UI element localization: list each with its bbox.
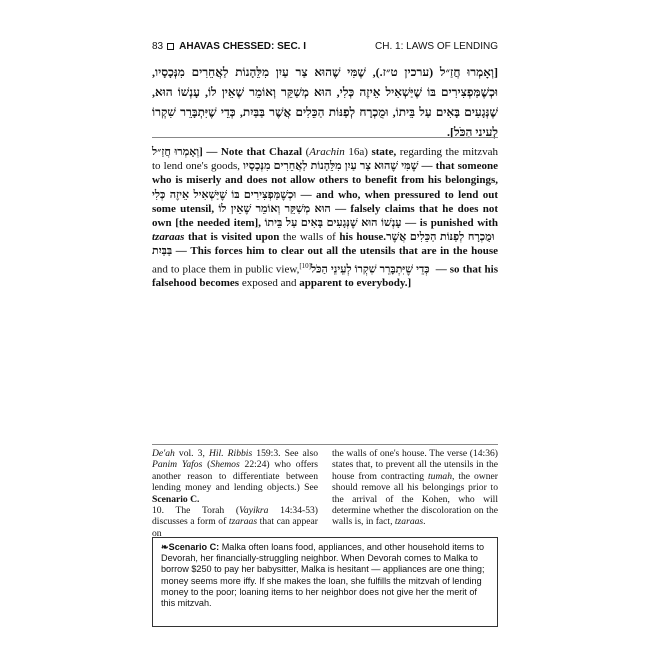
chapter-title: CH. 1: LAWS OF LENDING — [375, 40, 498, 52]
commentary-heb-phrase: וּמֻכְרָח לְפַנּוֹת הַכֵּלִים אֲשֶׁר בַּבַּיִת — [152, 231, 498, 258]
footnote-reference: [10] — [299, 261, 311, 270]
scenario-reference: Scenario C. — [152, 493, 200, 505]
hebrew-source-text: [וְאָמְרוּ חֲזַ״ל (ערכין ט״ז.), שֶׁמִּי שֶׁהוּא צַר עַיִן מִלֵּהָנוֹת לַאֲחֵרִים מִנְּכָסָיו, וּכְשֶׁמַּפְצִירִים בּוֹ שֶׁיַּשְׁאִיל אֵיזֶה כְּלִי, הוּא מְשַׁקֵּר וְאוֹמֵר שֶׁאֵין לוֹ, עָנְשׁוֹ הוּא, שֶׁנְּגָעִים בָּאִים עַל בֵּיתוֹ, וּמֻכְרָח לְפַנּוֹת הַכֵּלִים אֲשֶׁר בַּבַּיִת, כְּדֵי שֶׁיִּתְבָּרֵר שִׁקְרוֹ לְעֵינֵי הַכֹּל]. — [152, 65, 498, 139]
commentary-heb-phrase: וּכְשֶׁמַּפְצִירִים בּוֹ שֶׁיַּשְׁאִיל אֵיזֶה כְּלִי — [152, 188, 297, 201]
footnote-text-seg: tzaraas — [394, 516, 424, 528]
footnote-text-seg: 10. The Torah ( — [152, 505, 240, 517]
scenario-title: Scenario C: — [168, 542, 220, 552]
commentary-heb-phrase: [וְאָמְרוּ חֲזַ״ל — [152, 146, 203, 158]
commentary-text-seg: regarding the mitzvah to lend one's goods, — [152, 146, 498, 173]
book-title: AHAVAS CHESSED: SEC. I — [179, 40, 306, 52]
footnote-text-seg: , the owner should remove all his belongings prior to the arrival of the Kohen, who will determine whether the discoloration on the walls is, in fact, — [332, 470, 498, 528]
running-header — [152, 38, 498, 54]
fleuron-icon: ❧ — [161, 542, 169, 552]
footnote-10 — [152, 505, 318, 539]
commentary-heb-phrase: הוּא מְשַׁקֵּר וְאוֹמֵר שֶׁאֵין לוֹ — [218, 202, 331, 215]
footnote-text-seg: Vayikra — [239, 505, 269, 517]
section-divider — [152, 137, 498, 138]
footnote-divider — [152, 444, 498, 445]
header-left — [152, 41, 306, 52]
footnote-text-seg: that can appear on — [152, 516, 318, 539]
commentary-text-seg: that is visited upon — [184, 231, 283, 244]
footnotes — [152, 448, 498, 539]
footnote-text-seg: ( — [202, 459, 211, 471]
footnote-continuation — [152, 448, 318, 505]
commentary-text-seg: and to place them in public view, — [152, 263, 300, 276]
commentary-text-seg: Chazal — [269, 146, 303, 158]
footnote-text-seg: De'ah — [152, 448, 175, 459]
footnote-text-seg: 22:24) who offers another reason to differentiate between lending money and lending objects.) See — [152, 459, 318, 494]
footnote-text-seg: vol. 3, — [174, 448, 209, 459]
footnote-column-left — [152, 448, 318, 539]
commentary-text-seg: his house. — [339, 231, 387, 244]
commentary-text-seg: — and who, when pressured to lend out some utensil, — [152, 188, 499, 215]
commentary-text-seg: ( — [302, 146, 310, 158]
commentary-text-seg: — This forces him to clear out all the utensils that are in the house — [172, 245, 498, 258]
commentary-text-seg: tzaraas — [152, 231, 185, 244]
footnote-text-seg: Panim Yafos — [152, 459, 203, 471]
commentary-text-seg: — that someone who is miserly and does not allow others to benefit from his belongings, — [152, 160, 498, 187]
commentary-text-seg: exposed and — [239, 277, 300, 290]
commentary-heb-phrase: שֶׁמִּי שֶׁהוּא צַר עַיִן מִלֵּהָנוֹת לַאֲחֵרִים מִנְּכָסָיו — [243, 160, 419, 173]
footnote-text-seg: 159:3. See also — [252, 448, 318, 459]
footnote-text-seg: . — [423, 516, 426, 528]
commentary-text-seg: — is punished with — [401, 217, 498, 230]
footnote-column-right — [332, 448, 498, 539]
commentary-heb-phrase: כְּדֵי שֶׁיִּתְבָּרֵר שִׁקְרוֹ לְעֵינֵי הַכֹּל — [311, 263, 433, 276]
commentary-text-seg: Arachin — [309, 146, 345, 158]
scenario-box — [152, 537, 498, 627]
commentary-text-seg: state, — [371, 146, 397, 158]
commentary-text-seg: 16a) — [344, 146, 372, 158]
commentary-heb-phrase: עָנְשׁוֹ הוּא שֶׁנְּגָעִים בָּאִים עַל בֵּיתוֹ — [264, 217, 402, 230]
footnote-text-seg: Hil. Ribbis — [208, 448, 253, 459]
commentary-text-seg: — falsely claims that he does not own [the needed item], — [152, 202, 499, 230]
commentary-text-seg: apparent to everybody.] — [299, 277, 412, 290]
commentary-text — [152, 145, 498, 291]
footnote-text-seg: Shemos — [210, 459, 240, 471]
commentary-text-seg: the walls of — [282, 231, 340, 244]
commentary-text-seg: — Note that — [202, 146, 270, 158]
footnote-text-seg: 14:34-53) discusses a form of — [152, 505, 318, 528]
footnote-text-seg: tumah — [428, 470, 452, 482]
footnote-text-seg: the walls of one's house. The verse (14:36) states that, to prevent all the utensils in the house from contracting — [332, 448, 498, 482]
commentary-text-seg: — so that his falsehood becomes — [152, 263, 499, 290]
section-box-icon — [167, 43, 174, 50]
page-number: 83 — [152, 40, 164, 52]
scenario-text: Malka often loans food, appliances, and other household items to Devorah, her financially-struggling neighbor. When Devorah comes to Malka to borrow $250 to pay her babysitter, Malka is hesitant — appliances are one thing; money seems more iffy. If she makes the loan, she fulfills the mitzvah of lending money to the poor; loaning items to her neighbor does not give her the merit of this mitzvah. — [161, 542, 485, 609]
footnote-text-seg: tzaraas — [228, 516, 258, 528]
